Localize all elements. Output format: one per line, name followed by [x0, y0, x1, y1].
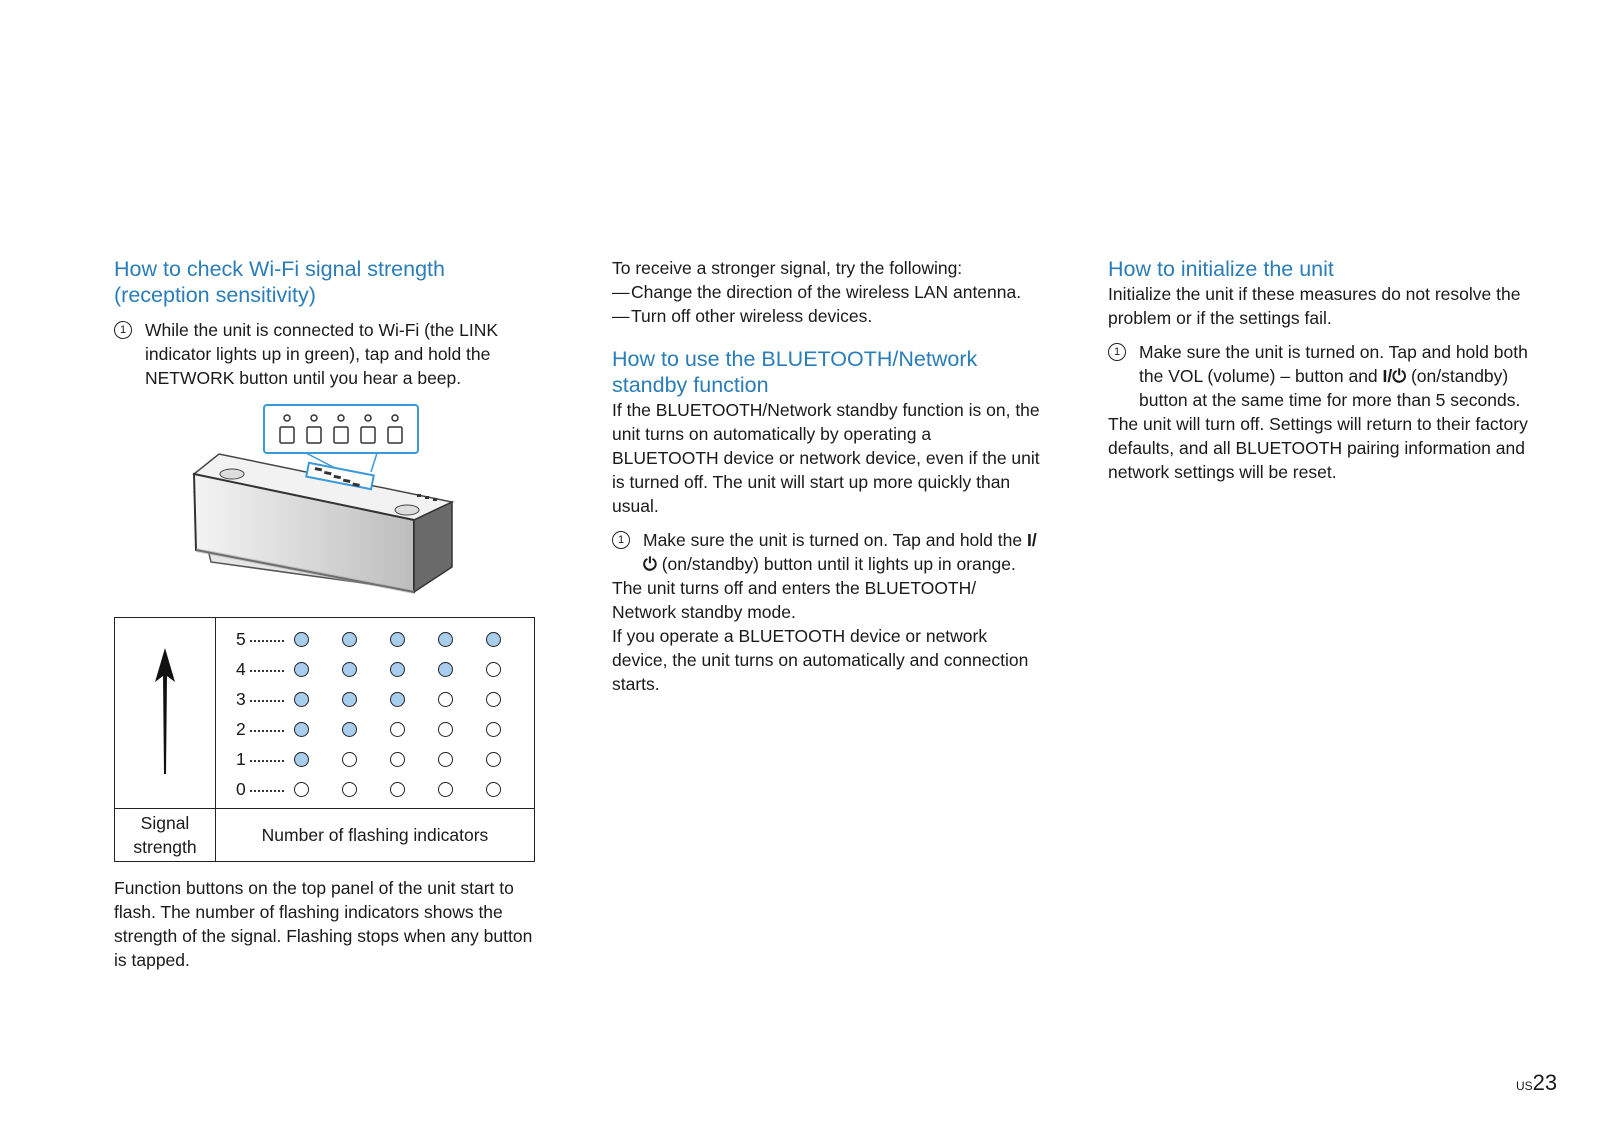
signal-level-label: 0	[236, 778, 246, 799]
auto-on-text: If you operate a BLUETOOTH device or network device, the unit turns on automatically and connection starts.	[612, 626, 1029, 694]
indicator-circle	[342, 752, 357, 767]
signal-level-label: 4	[236, 658, 246, 679]
heading-initialize: How to initialize the unit	[1108, 257, 1334, 281]
indicator-row	[236, 684, 534, 714]
indicator-circle	[342, 722, 357, 737]
indicator-circle	[486, 662, 501, 677]
indicator-circle	[294, 632, 309, 647]
indicator-circle	[486, 722, 501, 737]
bullet-item	[612, 304, 1042, 328]
column-bluetooth	[612, 256, 1042, 696]
heading-bluetooth-standby: How to use the BLUETOOTH/Network standby function	[612, 347, 978, 397]
standby-mode-text: The unit turns off and enters the BLUETOOTH/ Network standby mode.	[612, 578, 977, 622]
indicator-circle	[438, 752, 453, 767]
page-footer	[1516, 1070, 1557, 1096]
indicator-circle	[390, 722, 405, 737]
indicator-row	[236, 624, 534, 654]
indicator-circle	[438, 662, 453, 677]
step-number: 1	[114, 321, 132, 339]
indicator-circle	[342, 632, 357, 647]
indicator-row	[236, 714, 534, 744]
up-arrow-icon	[145, 646, 185, 776]
dash-mark: —	[612, 306, 630, 326]
column-initialize	[1108, 256, 1548, 484]
step-1	[114, 318, 544, 390]
indicator-circle	[438, 722, 453, 737]
indicator-row	[236, 744, 534, 774]
indicator-circle	[390, 752, 405, 767]
indicator-circle	[294, 752, 309, 767]
signal-level-label: 1	[236, 748, 246, 769]
speaker-illustration	[114, 402, 544, 607]
indicator-circle	[438, 692, 453, 707]
indicator-circle	[390, 632, 405, 647]
indicator-circle	[486, 752, 501, 767]
region-code: US	[1516, 1079, 1533, 1093]
indicator-row	[236, 654, 534, 684]
flashing-indicators-label: Number of flashing indicators	[216, 809, 535, 862]
signal-level-label: 2	[236, 718, 246, 739]
column-wifi-signal	[114, 256, 544, 972]
indicator-circle	[342, 782, 357, 797]
indicator-circle	[294, 692, 309, 707]
flash-description: Function buttons on the top panel of the unit start to flash. The number of flashing indicators shows the strength of the signal. Flashing stops when any button is tapped.	[114, 878, 533, 970]
indicator-circle	[294, 662, 309, 677]
signal-strength-label: Signal strength	[115, 809, 216, 862]
indicator-circle	[390, 782, 405, 797]
leader-dots	[250, 752, 284, 762]
step-text-a: Make sure the unit is turned on. Tap and hold the	[643, 530, 1027, 550]
leader-dots	[250, 662, 284, 672]
step-text: While the unit is connected to Wi-Fi (the LINK indicator lights up in green), tap and hold the NETWORK button until you hear a beep.	[145, 320, 499, 388]
step-text-a: Make sure the unit is turned on. Tap and hold both the VOL (volume) – button and	[1139, 342, 1528, 386]
indicator-circle	[390, 692, 405, 707]
reset-result-text: The unit will turn off. Settings will return to their factory defaults, and all BLUETOOTH pairing information and network settings will be reset.	[1108, 414, 1528, 482]
indicator-grid-cell	[216, 618, 535, 809]
leader-dots	[250, 722, 284, 732]
indicator-circle	[486, 632, 501, 647]
bullet-text: Change the direction of the wireless LAN antenna.	[631, 282, 1022, 302]
standby-description: If the BLUETOOTH/Network standby function is on, the unit turns on automatically by operating a BLUETOOTH device or network device, even if the unit is turned off. The unit will start up more quickly than usual.	[612, 400, 1040, 516]
leader-dots	[250, 782, 284, 792]
dash-mark: —	[612, 282, 630, 302]
step-1	[1108, 340, 1548, 412]
indicator-row	[236, 774, 534, 804]
bullet-item	[612, 280, 1042, 304]
step-number: 1	[612, 531, 630, 549]
step-1	[612, 528, 1042, 576]
step-text-b: (on/standby) button until it lights up in orange.	[656, 554, 1016, 574]
speaker-image	[114, 402, 544, 602]
indicator-circle	[294, 782, 309, 797]
leader-dots	[250, 632, 284, 642]
signal-level-label: 3	[236, 688, 246, 709]
indicator-circle	[342, 662, 357, 677]
signal-level-label: 5	[236, 628, 246, 649]
power-standby-icon: I/⏻	[1382, 366, 1407, 386]
power-standby-icon: I/⏻	[643, 530, 1037, 574]
indicator-grid	[216, 618, 534, 808]
page-number: 23	[1532, 1070, 1558, 1095]
indicator-circle	[486, 692, 501, 707]
indicator-circle	[294, 722, 309, 737]
leader-dots	[250, 692, 284, 702]
indicator-circle	[390, 662, 405, 677]
indicator-circle	[438, 632, 453, 647]
indicator-circle	[438, 782, 453, 797]
heading-wifi-signal: How to check Wi-Fi signal strength (reception sensitivity)	[114, 257, 445, 307]
step-text-b: (on/standby) button at the same time for more than 5 seconds.	[1139, 366, 1521, 410]
indicator-circle	[342, 692, 357, 707]
bullet-text: Turn off other wireless devices.	[631, 306, 873, 326]
step-number: 1	[1108, 343, 1126, 361]
indicator-circle	[486, 782, 501, 797]
stronger-signal-intro: To receive a stronger signal, try the following:	[612, 258, 963, 278]
initialize-intro: Initialize the unit if these measures do not resolve the problem or if the settings fail.	[1108, 284, 1521, 328]
signal-strength-table	[114, 617, 535, 862]
signal-arrow-cell	[115, 618, 216, 809]
